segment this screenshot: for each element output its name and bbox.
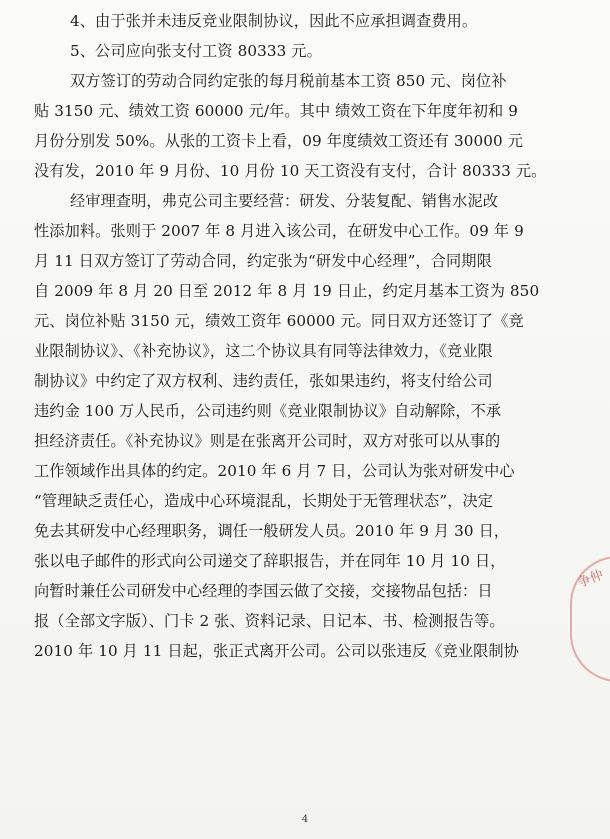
paragraph-line: 向暂时兼任公司研发中心经理的李国云做了交接，交接物品包括：日 xyxy=(34,582,493,600)
paragraph-line: 月份分别发 50%。从张的工资卡上看，09 年度绩效工资还有 30000 元 xyxy=(34,132,524,150)
paragraph-line: 报（全部文字版）、门卡 2 张、资料记录、日记本、书、检测报告等。 xyxy=(34,612,505,630)
paragraph-line: 经审理查明，弗克公司主要经营：研发、分装复配、销售水泥改 xyxy=(70,192,499,210)
paragraph-line: 免去其研发中心经理职务，调任一般研发人员。2010 年 9 月 30 日， xyxy=(34,522,510,540)
paragraph-line: 担经济责任。《补充协议》则是在张离开公司时，双方对张可以从事的 xyxy=(34,432,501,450)
paragraph-line: 违约金 100 万人民币，公司违约则《竞业限制协议》自动解除，不承 xyxy=(34,402,502,420)
paragraph-line: “管理缺乏责任心，造成中心环境混乱，长期处于无管理状态”，决定 xyxy=(34,492,494,510)
paragraph-line: 制协议》中约定了双方权利、违约责任，张如果违约，将支付给公司 xyxy=(34,372,493,390)
paragraph-line: 没有发，2010 年 9 月份、10 月份 10 天工资没有支付，合计 80333 元。 xyxy=(34,162,547,180)
paragraph-line: 元、岗位补贴 3150 元，绩效工资年 60000 元。同日双方还签订了《竞 xyxy=(34,312,524,330)
page-number: 4 xyxy=(301,814,309,825)
paragraph-line: 5、公司应向张支付工资 80333 元。 xyxy=(70,42,322,60)
paragraph-line: 4、由于张并未违反竞业限制协议，因此不应承担调查费用。 xyxy=(70,12,478,30)
paragraph-line: 张以电子邮件的形式向公司递交了辞职报告，并在同年 10 月 10 日， xyxy=(34,552,506,570)
paragraph-line: 工作领域作出具体的约定。2010 年 6 月 7 日，公司认为张对研发中心 xyxy=(34,462,515,480)
paragraph-line: 性添加料。张则于 2007 年 8 月进入该公司，在研发中心工作。09 年 9 xyxy=(34,222,524,240)
paragraph-line: 月 11 日双方签订了劳动合同，约定张为“研发中心经理”，合同期限 xyxy=(34,252,492,270)
paragraph-line: 贴 3150 元、绩效工资 60000 元/年。其中 绩效工资在下年度年初和 9 xyxy=(34,102,519,120)
document-body xyxy=(34,6,582,666)
paragraph-line: 自 2009 年 8 月 20 日至 2012 年 8 月 19 日止，约定月基本工资为 850 xyxy=(34,282,540,300)
paragraph-line: 业限制协议》、《补充协议》，这二个协议具有同等法律效力，《竞业限 xyxy=(34,342,493,360)
stamp-text: 争仲 xyxy=(575,567,606,591)
paragraph-line: 2010 年 10 月 11 日起，张正式离开公司。公司以张违反《竞业限制协 xyxy=(34,642,519,660)
paragraph-line: 双方签订的劳动合同约定张的每月税前基本工资 850 元、岗位补 xyxy=(70,72,507,90)
